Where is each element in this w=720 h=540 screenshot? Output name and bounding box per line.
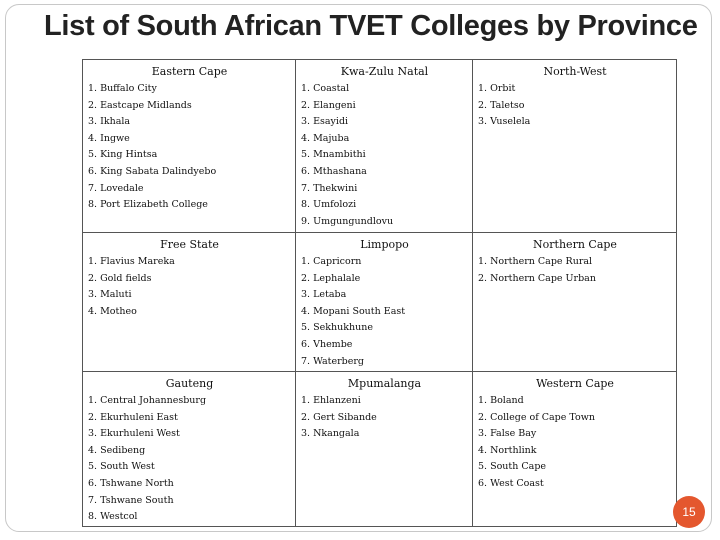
list-item: 2. Elangeni: [301, 99, 356, 111]
list-item: 3. Nkangala: [301, 428, 360, 440]
list-item: 9. Umgungundlovu: [301, 215, 394, 227]
province-cell: [296, 60, 473, 233]
list-item: 5. South Cape: [478, 461, 547, 473]
list-item: 3. Vuselela: [478, 116, 531, 128]
list-item: 2. Gert Sibande: [301, 411, 377, 423]
province-cell: [473, 233, 677, 372]
list-item: 7. Waterberg: [301, 355, 364, 367]
college-list: [478, 393, 672, 493]
list-item: 2. Taletso: [478, 99, 525, 111]
province-cell: [83, 372, 296, 527]
list-item: 3. Maluti: [88, 289, 132, 301]
province-cell: [473, 60, 677, 233]
province-name: Northern Cape: [533, 238, 617, 251]
list-item: 5. South West: [88, 461, 155, 473]
list-item: 8. Port Elizabeth College: [88, 199, 208, 211]
list-item: 4. Motheo: [88, 305, 137, 317]
colleges-table: [82, 59, 677, 527]
province-name: Mpumalanga: [347, 377, 422, 390]
college-list: [301, 393, 468, 443]
province-cell: [83, 233, 296, 372]
college-list: [478, 254, 672, 287]
list-item: 7. Lovedale: [88, 182, 144, 194]
list-item: 4. Majuba: [301, 132, 350, 144]
province-cell: [473, 372, 677, 527]
list-item: 1. Capricorn: [301, 256, 362, 267]
table-row: [83, 60, 677, 233]
list-item: 7. Tshwane South: [88, 494, 174, 506]
province-name: North-West: [543, 65, 607, 78]
college-list: [478, 81, 672, 131]
province-name: Western Cape: [536, 377, 614, 390]
list-item: 6. Mthashana: [301, 165, 367, 177]
list-item: 1. Northern Cape Rural: [478, 256, 593, 267]
province-cell: [83, 60, 296, 233]
list-item: 2. College of Cape Town: [478, 411, 595, 423]
province-name: Kwa-Zulu Natal: [340, 65, 429, 78]
list-item: 2. Northern Cape Urban: [478, 272, 596, 284]
list-item: 8. Umfolozi: [301, 199, 357, 211]
list-item: 8. Westcol: [88, 511, 138, 523]
list-item: 1. Coastal: [301, 83, 350, 94]
list-item: 1. Buffalo City: [88, 83, 157, 94]
table-row: [83, 372, 677, 527]
list-item: 3. Ekurhuleni West: [88, 428, 180, 440]
list-item: 2. Eastcape Midlands: [88, 99, 192, 111]
list-item: 7. Thekwini: [301, 182, 358, 194]
list-item: 2. Ekurhuleni East: [88, 411, 178, 423]
page-number-badge: 15: [673, 496, 705, 528]
list-item: 5. King Hintsa: [88, 149, 158, 161]
list-item: 4. Mopani South East: [301, 305, 406, 317]
list-item: 3. Esayidi: [301, 116, 349, 128]
list-item: 2. Lephalale: [301, 272, 361, 284]
province-name: Eastern Cape: [151, 65, 228, 78]
list-item: 6. Vhembe: [301, 338, 353, 350]
college-list: [88, 254, 291, 320]
province-cell: [296, 233, 473, 372]
list-item: 1. Boland: [478, 395, 524, 406]
list-item: 3. False Bay: [478, 428, 537, 440]
province-name: Free State: [160, 238, 219, 251]
table-row: [83, 233, 677, 372]
list-item: 4. Ingwe: [88, 132, 130, 144]
list-item: 1. Central Johannesburg: [88, 395, 207, 406]
list-item: 6. King Sabata Dalindyebo: [88, 165, 217, 177]
list-item: 2. Gold fields: [88, 272, 152, 284]
province-name: Limpopo: [360, 238, 409, 251]
college-list: [301, 254, 468, 370]
list-item: 1. Orbit: [478, 83, 516, 94]
list-item: 1. Flavius Mareka: [88, 256, 175, 267]
list-item: 5. Mnambithi: [301, 149, 366, 161]
list-item: 4. Sedibeng: [88, 444, 146, 456]
slide-title: List of South African TVET Colleges by Province: [44, 10, 698, 42]
list-item: 4. Northlink: [478, 444, 537, 456]
list-item: 1. Ehlanzeni: [301, 395, 361, 406]
province-cell: [296, 372, 473, 527]
list-item: 3. Letaba: [301, 289, 347, 301]
list-item: 5. Sekhukhune: [301, 322, 373, 334]
college-list: [301, 81, 468, 230]
list-item: 6. West Coast: [478, 477, 544, 489]
province-name: Gauteng: [165, 377, 214, 390]
list-item: 6. Tshwane North: [88, 477, 174, 489]
list-item: 3. Ikhala: [88, 116, 131, 128]
college-list: [88, 81, 291, 214]
college-list: [88, 393, 291, 526]
